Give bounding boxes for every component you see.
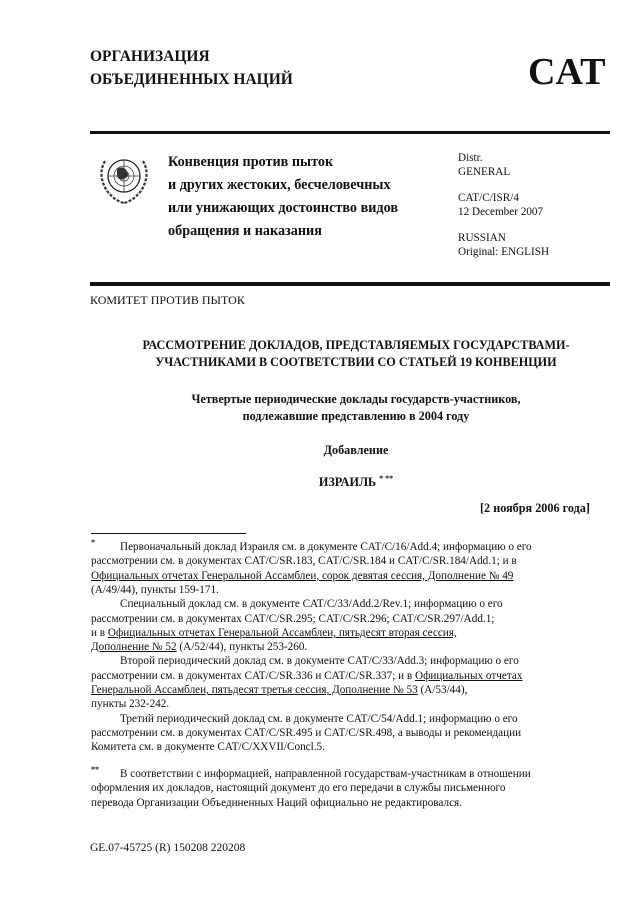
footnote-line <box>91 741 325 753</box>
submission-date: [2 ноября 2006 года] <box>480 501 590 515</box>
footnote-text: Второй периодический доклад см. в документе CAT/C/33/Add.3; информацию о его <box>120 655 519 668</box>
convention-title-line: и других жестоких, бесчеловечных <box>168 177 391 193</box>
addendum-label: Добавление <box>323 443 389 457</box>
footnote-line <box>91 684 467 696</box>
footnote-text: перевода Организации Объединенных Наций официально не редактировался. <box>91 796 462 809</box>
footnote-line <box>120 713 518 725</box>
country-name: ИЗРАИЛЬ <box>318 475 377 490</box>
footnote-reference-title: Генеральной Ассамблеи, пятьдесят третья сессия, Дополнение № 53 <box>91 684 418 696</box>
footer-job-number: GE.07-45725 (R) 150208 220208 <box>90 842 246 854</box>
footnote-line <box>120 541 532 553</box>
footnote-mark: ** <box>91 765 99 774</box>
org-name-line1: ОРГАНИЗАЦИЯ <box>90 48 210 65</box>
footnote-text: Третий периодический доклад см. в документе CAT/C/54/Add.1; информацию о его <box>120 712 518 725</box>
footnote-text: рассмотрении см. в документах CAT/C/SR.495 и CAT/C/SR.498, а выводы и рекомендации <box>91 726 522 739</box>
footnote-mark: * <box>91 538 95 547</box>
footnote-text: Комитета см. в документе CAT/C/XXVII/Concl.5. <box>91 741 325 754</box>
footnote-line <box>91 641 307 653</box>
header-rule-bottom <box>90 282 610 286</box>
footnote-text: (A/52/44), пункты 253-260. <box>176 641 308 654</box>
convention-title-line: Конвенция против пыток <box>168 154 334 170</box>
original-language: Original: ENGLISH <box>458 246 550 258</box>
footnote-line <box>91 555 517 567</box>
footnote-reference-title: Официальных отчетах <box>415 669 523 682</box>
footnote-text: оформления их докладов, настоящий документ до его передачи в службы письменного <box>91 782 506 795</box>
footnote-text: рассмотрении см. в документах CAT/C/SR.336 и CAT/C/SR.337; и в <box>91 669 415 682</box>
document-language: RUSSIAN <box>458 232 506 244</box>
footnote-text: рассмотрении см. в документах CAT/C/SR.183, CAT/C/SR.184 и CAT/C/SR.184/Add.1; и в <box>91 555 517 568</box>
subtitle-line1: Четвертые периодические доклады государств-участников, <box>191 392 521 406</box>
footnote-text: и в <box>91 626 108 639</box>
footnote-text: Специальный доклад см. в документе CAT/C/33/Add.2/Rev.1; информацию о его <box>120 598 503 611</box>
convention-title <box>168 151 398 243</box>
footnote-text: Первоначальный доклад Израиля см. в документе CAT/C/16/Add.4; информацию о его <box>120 541 532 553</box>
subtitle-line2: подлежавшие представлению в 2004 году <box>242 409 470 423</box>
footnote-text: В соответствии с информацией, направленной государствам-участникам в отношении <box>120 768 531 780</box>
footnote-marks: * ** <box>379 474 394 483</box>
convention-title-line: обращения и наказания <box>168 223 322 239</box>
org-name-line2: ОБЪЕДИНЕННЫХ НАЦИЙ <box>90 71 293 88</box>
footnote-line <box>91 797 462 809</box>
header-rule-top <box>90 131 610 134</box>
country-heading <box>96 474 616 490</box>
footnote-separator <box>91 533 246 534</box>
footnote-line <box>91 584 219 596</box>
footnote-text: пункты 232-242. <box>91 698 170 711</box>
footnote-line <box>120 768 531 780</box>
footnote-text: (A/53/44), <box>417 684 468 696</box>
footnote-line <box>91 613 494 625</box>
document-date: 12 December 2007 <box>458 206 544 218</box>
footnote-reference-title: Дополнение № 52 <box>91 641 177 654</box>
footnote-line <box>120 655 519 667</box>
committee-name: КОМИТЕТ ПРОТИВ ПЫТОК <box>90 293 245 307</box>
document-series-symbol: CAT <box>528 51 606 93</box>
footnote-line <box>91 698 169 710</box>
footnote-text: (A/49/44), пункты 159-171. <box>91 583 219 596</box>
footnote-line <box>91 627 457 639</box>
footnote-line <box>91 782 505 794</box>
footnote-line <box>91 570 513 582</box>
footnote-line <box>91 727 521 739</box>
convention-title-line: или унижающих достоинство видов <box>168 200 398 216</box>
un-emblem-icon <box>93 149 155 212</box>
footnote-text: рассмотрении см. в документах CAT/C/SR.295; CAT/C/SR.296; CAT/C/SR.297/Add.1; <box>91 612 495 625</box>
document-symbol: CAT/C/ISR/4 <box>458 192 519 204</box>
distribution-value: GENERAL <box>458 166 511 178</box>
footnote-line <box>120 598 503 610</box>
footnote-line <box>91 670 522 682</box>
distribution-label: Distr. <box>458 152 483 164</box>
title-line2: УЧАСТНИКАМИ В СООТВЕТСТВИИ СО СТАТЬЕЙ 19 КОНВЕНЦИИ <box>155 355 557 369</box>
title-line1: РАССМОТРЕНИЕ ДОКЛАДОВ, ПРЕДСТАВЛЯЕМЫХ ГОСУДАРСТВАМИ- <box>142 338 570 352</box>
footnote-reference-title: Официальных отчетах Генеральной Ассамблеи, пятьдесят вторая сессия, <box>107 626 457 639</box>
footnote-reference-title: Официальных отчетах Генеральной Ассамблеи, сорок девятая сессия, Дополнение № 49 <box>91 569 514 582</box>
document-meta <box>458 151 549 259</box>
